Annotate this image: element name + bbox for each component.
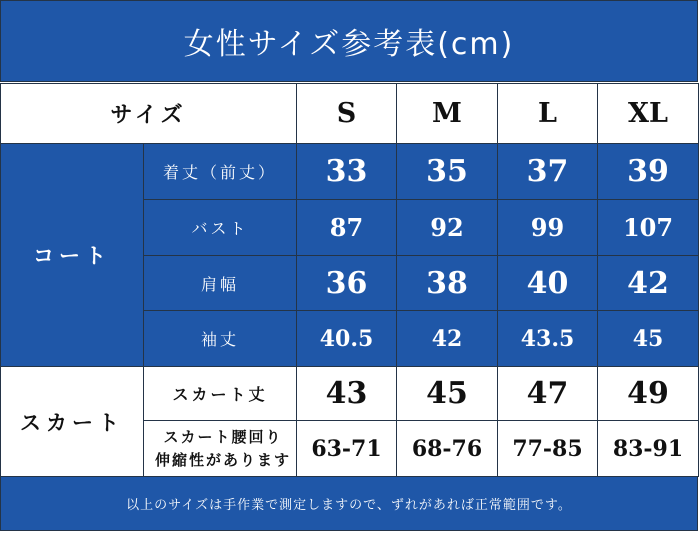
table-cell: 63-71 <box>297 421 397 477</box>
row-label-line: 伸縮性があります <box>154 450 291 469</box>
table-cell: 43 <box>297 367 397 421</box>
table-cell: 43.5 <box>498 311 598 367</box>
row-label-bust: バスト <box>144 200 297 256</box>
table-cell: 68-76 <box>397 421 498 477</box>
row-label-skirt-length: スカート丈 <box>144 367 297 421</box>
table-cell: 99 <box>498 200 598 256</box>
table-cell: 45 <box>598 311 699 367</box>
size-table <box>0 83 699 477</box>
table-cell: 107 <box>598 200 699 256</box>
row-label-length: 着丈（前丈） <box>144 144 297 200</box>
footer-note: 以上のサイズは手作業で測定しますので、ずれがあれば正常範囲です。 <box>0 476 698 531</box>
table-cell: 42 <box>598 256 699 311</box>
size-header-s: S <box>297 84 397 144</box>
table-cell: 45 <box>397 367 498 421</box>
table-cell: 42 <box>397 311 498 367</box>
size-header-l: L <box>498 84 598 144</box>
table-cell: 77-85 <box>498 421 598 477</box>
size-header-label: サイズ <box>1 84 297 144</box>
coat-group-label: コート <box>1 144 144 367</box>
table-cell: 49 <box>598 367 699 421</box>
table-cell: 39 <box>598 144 699 200</box>
row-label-line: スカート腰回り <box>163 427 283 446</box>
size-header-m: M <box>397 84 498 144</box>
table-cell: 40.5 <box>297 311 397 367</box>
size-header-xl: XL <box>598 84 699 144</box>
table-cell: 40 <box>498 256 598 311</box>
chart-title: 女性サイズ参考表(cm) <box>0 0 698 82</box>
row-label-shoulder: 肩幅 <box>144 256 297 311</box>
table-cell: 37 <box>498 144 598 200</box>
skirt-group-label: スカート <box>1 367 144 477</box>
table-cell: 38 <box>397 256 498 311</box>
table-cell: 87 <box>297 200 397 256</box>
header-row <box>1 84 699 144</box>
table-row <box>1 367 699 421</box>
table-row <box>1 144 699 200</box>
table-cell: 92 <box>397 200 498 256</box>
row-label-skirt-waist <box>144 421 297 477</box>
table-cell: 35 <box>397 144 498 200</box>
row-label-sleeve: 袖丈 <box>144 311 297 367</box>
table-cell: 36 <box>297 256 397 311</box>
table-cell: 83-91 <box>598 421 699 477</box>
table-cell: 33 <box>297 144 397 200</box>
table-cell: 47 <box>498 367 598 421</box>
